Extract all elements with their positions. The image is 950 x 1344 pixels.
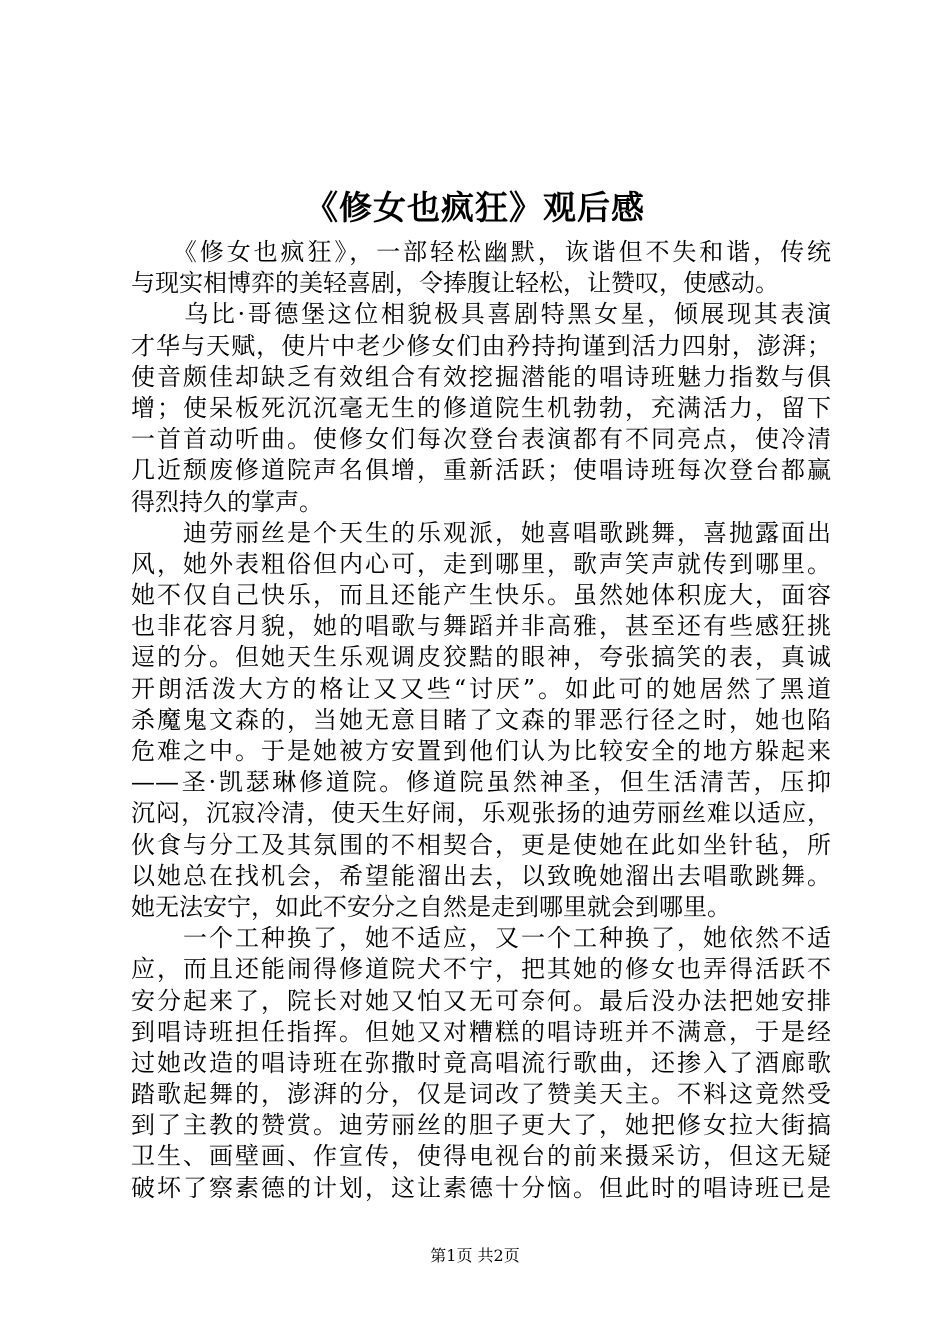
document-body	[131, 237, 831, 1204]
text-line: 一个工种换了，她不适应，又一个工种换了，她依然不适	[131, 924, 831, 953]
text-line: 安分起来了，院长对她又怕又无可奈何。最后没办法把她安排	[131, 986, 831, 1015]
text-line: 伙食与分工及其氛围的不相契合，更是使她在此如坐针毡，所	[131, 830, 831, 859]
text-line: 危难之中。于是她被方安置到他们认为比较安全的地方躲起来	[131, 737, 831, 765]
text-line: 卫生、画壁画、作宣传，使得电视台的前来摄采访，但这无疑	[131, 1142, 831, 1171]
text-line: 一首首动听曲。使修女们每次登台表演都有不同亮点，使冷清	[131, 425, 831, 454]
text-line: 使音颇佳却缺乏有效组合有效挖掘潜能的唱诗班魅力指数与俱	[131, 362, 831, 391]
text-line: 迪劳丽丝是个天生的乐观派，她喜唱歌跳舞，喜抛露面出	[131, 518, 831, 547]
text-line: 才华与天赋，使片中老少修女们由矜持拘谨到活力四射，澎湃；	[131, 331, 831, 360]
text-line: 她无法安宁，如此不安分之自然是走到哪里就会到哪里。	[131, 892, 731, 921]
text-line: 也非花容月貌，她的唱歌与舞蹈并非高雅，甚至还有些感狂挑	[131, 612, 831, 641]
text-line: 过她改造的唱诗班在弥撒时竟高唱流行歌曲，还掺入了酒廊歌	[131, 1048, 831, 1077]
text-line: 逗的分。但她天生乐观调皮狡黠的眼神，夸张搞笑的表，真诚	[131, 643, 831, 672]
text-line: 几近颓废修道院声名俱增，重新活跃；使唱诗班每次登台都赢	[131, 456, 831, 485]
text-line: 乌比·哥德堡这位相貌极具喜剧特黑女星，倾展现其表演	[131, 300, 831, 329]
text-line: 得烈持久的掌声。	[131, 487, 323, 516]
text-line: ——圣·凯瑟琳修道院。修道院虽然神圣，但生活清苦，压抑	[131, 768, 831, 797]
text-line: 到唱诗班担任指挥。但她又对糟糕的唱诗班并不满意，于是经	[131, 1017, 831, 1046]
text-line: 她不仅自己快乐，而且还能产生快乐。虽然她体积庞大，面容	[131, 581, 831, 610]
text-line: 与现实相博弈的美轻喜剧，令捧腹让轻松，让赞叹，使感动。	[131, 269, 779, 298]
text-line: 沉闷，沉寂冷清，使天生好闹，乐观张扬的迪劳丽丝难以适应，	[131, 799, 831, 828]
document-title: 《修女也疯狂》观后感	[305, 188, 645, 227]
text-line: 开朗活泼大方的格让又又些“讨厌”。如此可的她居然了黑道	[131, 674, 831, 703]
text-line: 杀魔鬼文森的，当她无意目睹了文森的罪恶行径之时，她也陷	[131, 705, 831, 734]
text-line: 增；使呆板死沉沉毫无生的修道院生机勃勃，充满活力，留下	[131, 393, 831, 422]
text-line: 风，她外表粗俗但内心可，走到哪里，歌声笑声就传到哪里。	[131, 549, 831, 578]
page-footer: 第1页 共2页	[430, 1246, 520, 1265]
text-line: 应，而且还能闹得修道院犬不宁，把其她的修女也弄得活跃不	[131, 955, 831, 984]
text-line: 以她总在找机会，希望能溜出去，以致晚她溜出去唱歌跳舞。	[131, 861, 831, 890]
text-line: 到了主教的赞赏。迪劳丽丝的胆子更大了，她把修女拉大街搞	[131, 1111, 831, 1140]
text-line: 《修女也疯狂》，一部轻松幽默，诙谐但不失和谐，传统	[131, 238, 831, 266]
text-line: 破坏了察素德的计划，这让素德十分恼。但此时的唱诗班已是	[131, 1173, 831, 1202]
text-line: 踏歌起舞的，澎湃的分，仅是词改了赞美天主。不料这竟然受	[131, 1080, 831, 1109]
